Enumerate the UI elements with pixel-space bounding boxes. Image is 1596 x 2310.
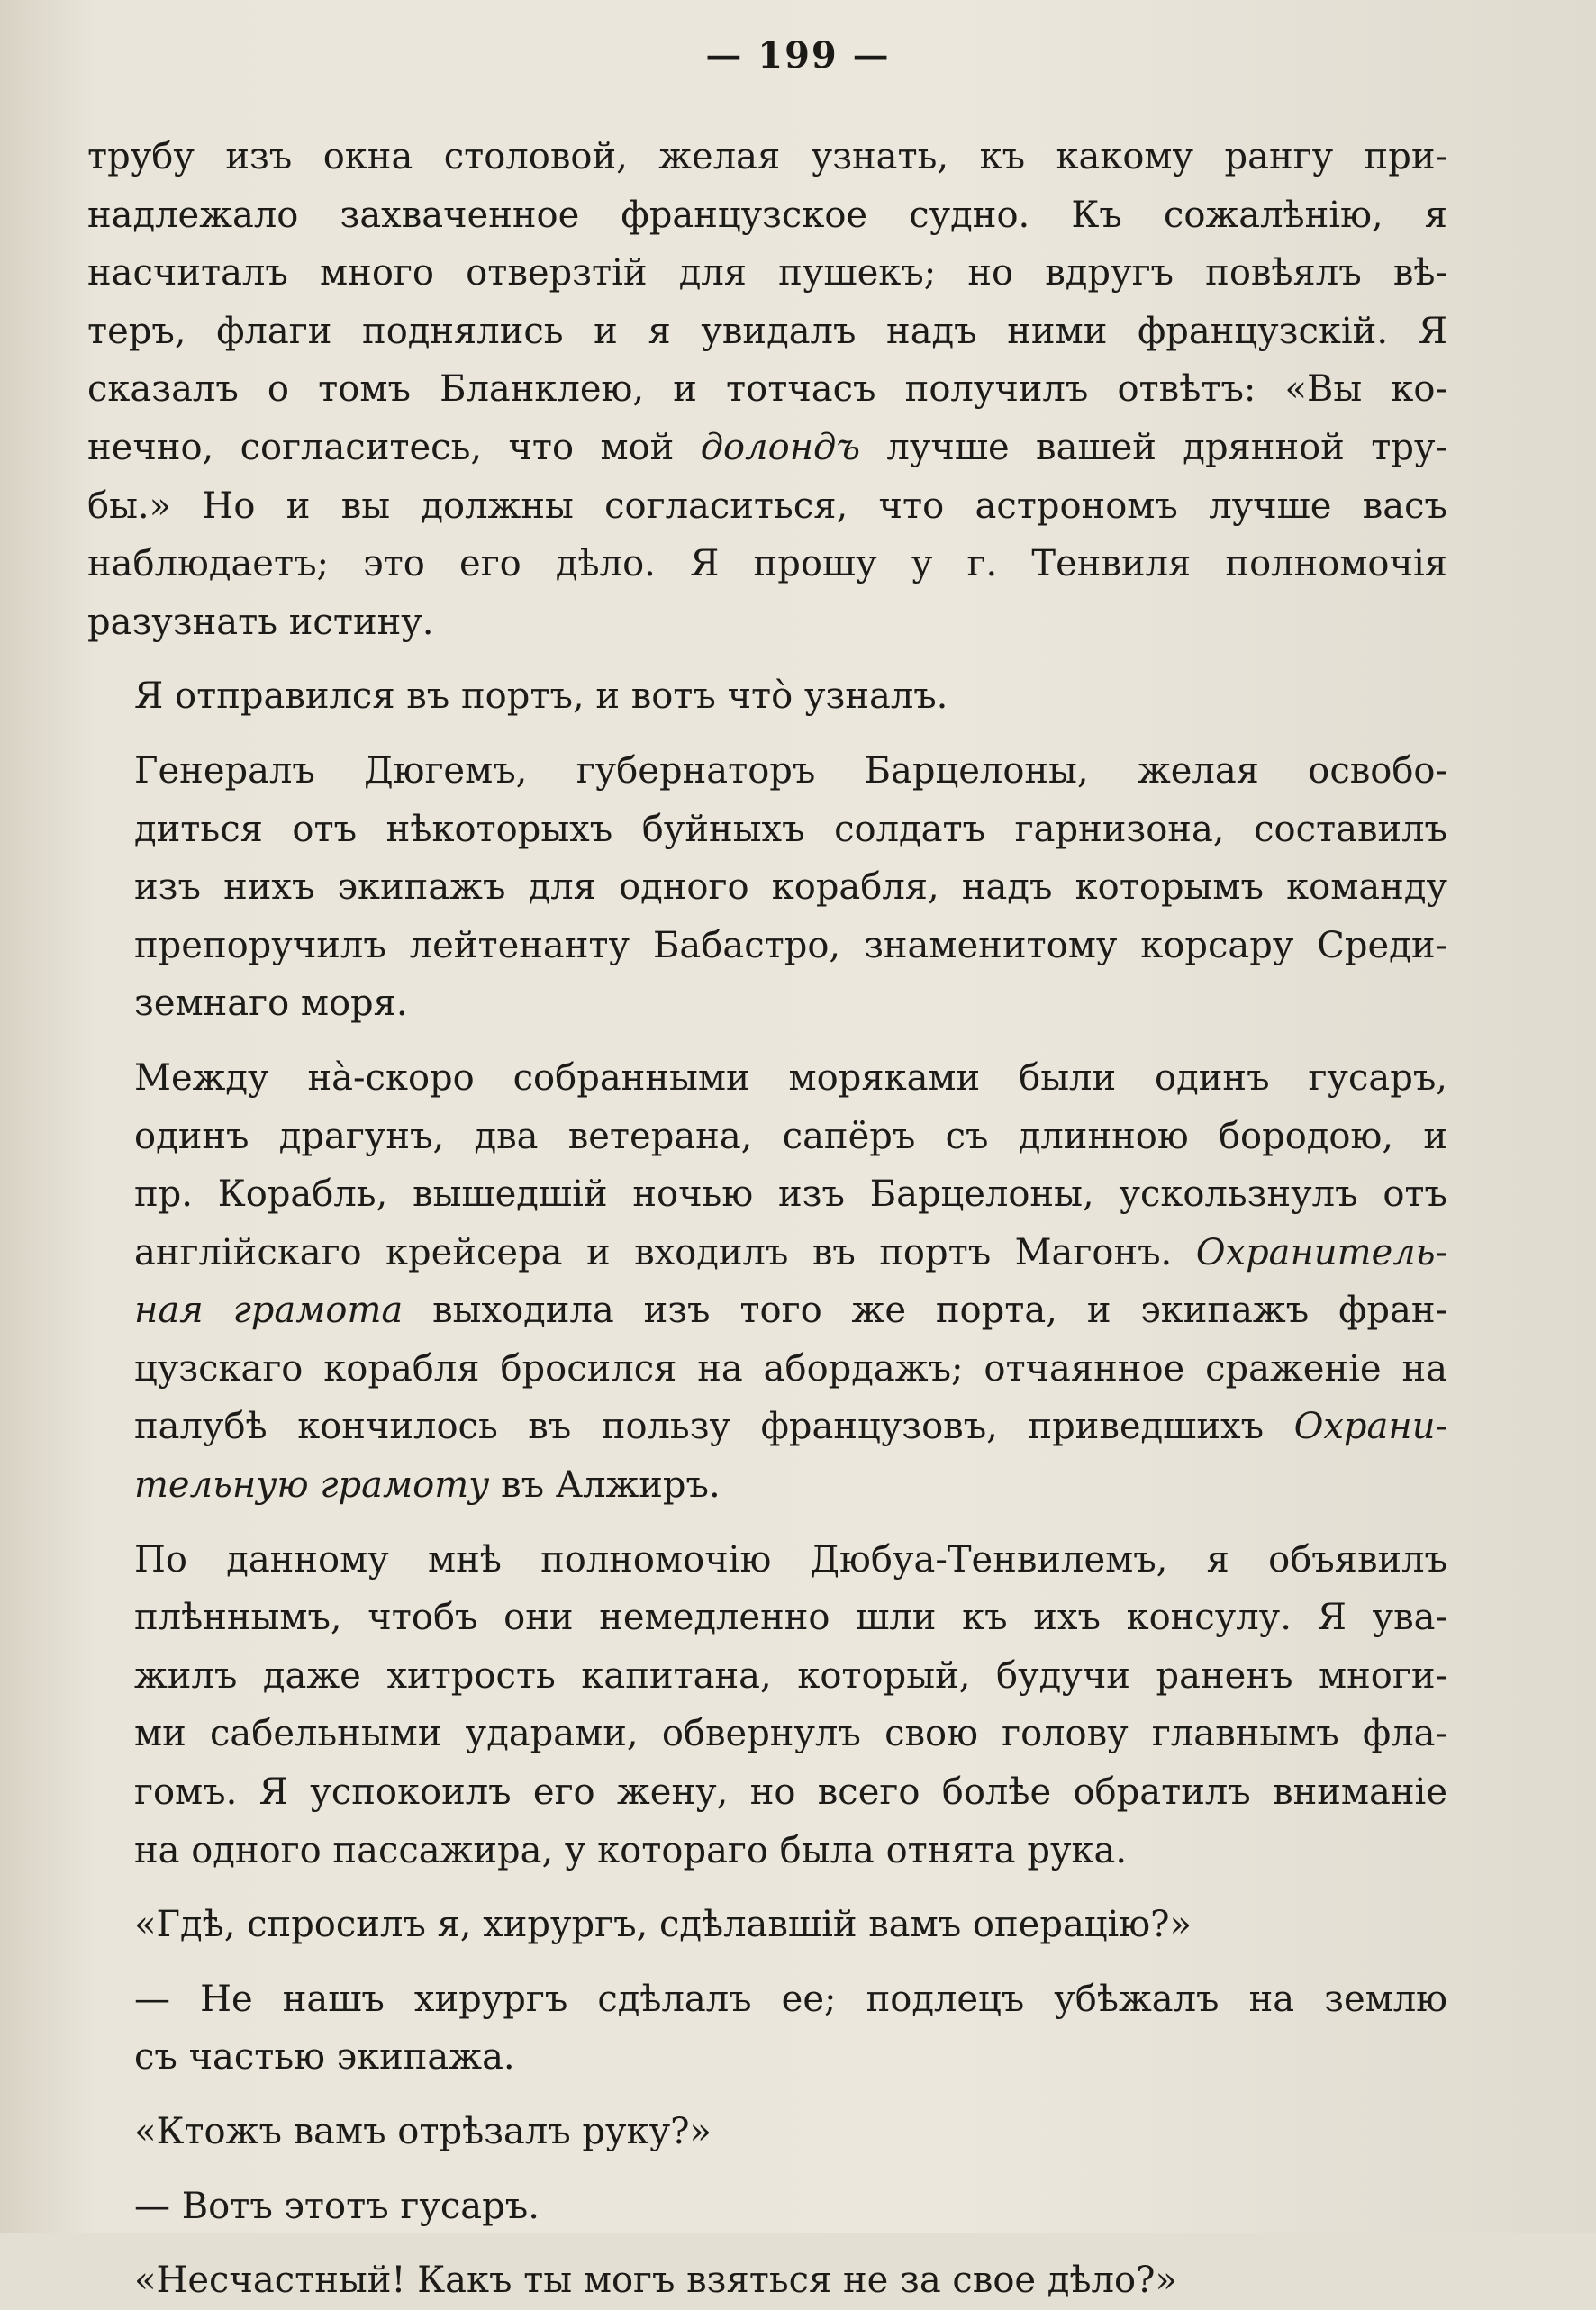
text-line: наблюдаетъ; это его дѣло. Я прошу у г. Тенвиля полномочія — [87, 543, 1447, 585]
text-segment: выходила изъ того же порта, и экипажъ фран- — [403, 1290, 1447, 1332]
italic-phrase: ная грамота — [134, 1290, 404, 1332]
text-segment: лучше вашей дрянной тру- — [860, 426, 1447, 468]
text-line — [87, 1224, 1447, 1282]
text-line: гомъ. Я успокоилъ его жену, но всего болѣе обратилъ вниманіе — [134, 1771, 1447, 1814]
text-line: — Вотъ этотъ гусаръ. — [134, 2185, 540, 2227]
text-line: — Не нашъ хирургъ сдѣлалъ ее; подлецъ убѣжалъ на землю — [134, 1978, 1447, 2020]
text-line: По данному мнѣ полномочію Дюбуа-Тенвилемъ, я объявилъ — [134, 1538, 1447, 1581]
paragraph-7 — [87, 1970, 1447, 2087]
text-line: трубу изъ окна столовой, желая узнать, къ какому рангу при- — [87, 136, 1447, 177]
text-line: препоручилъ лейтенанту Бабастро, знаменитому корсару Среди- — [134, 924, 1447, 966]
text-line: на одного пассажира, у котораго была отнята рука. — [134, 1829, 1128, 1871]
text-line: надлежало захваченное французское судно. Къ сожалѣнію, я — [87, 194, 1447, 236]
text-line: одинъ драгунъ, два ветерана, сапёръ съ длинною бородою, и — [134, 1115, 1447, 1157]
text-line: бы.» Но и вы должны согласиться, что астрономъ лучше васъ — [87, 485, 1447, 527]
paragraph-4 — [87, 1049, 1447, 1515]
paragraph-5 — [87, 1531, 1447, 1880]
paragraph-2 — [87, 667, 1447, 726]
text-line: пр. Корабль, вышедшій ночью изъ Барцелоны, ускользнулъ отъ — [134, 1173, 1447, 1216]
text-line — [87, 419, 1447, 477]
paragraph-9 — [87, 2178, 1447, 2236]
text-line — [87, 1282, 1447, 1340]
paragraph-1 — [87, 128, 1447, 651]
text-segment: въ Алжиръ. — [489, 1464, 721, 1507]
paragraph-8 — [87, 2103, 1447, 2161]
text-line: съ частью экипажа. — [134, 2036, 515, 2079]
italic-word: долондъ — [700, 426, 861, 468]
text-line: плѣннымъ, чтобъ они немедленно шли къ ихъ консулу. Я ува- — [134, 1597, 1447, 1639]
text-segment: палубѣ кончилось въ пользу французовъ, приведшихъ — [134, 1406, 1294, 1448]
text-line: цузскаго корабля бросился на абордажъ; отчаянное сраженіе на — [134, 1347, 1447, 1390]
page-number: — 199 — — [705, 34, 891, 77]
italic-phrase: тельную грамоту — [134, 1464, 490, 1507]
italic-phrase: Охрани- — [1293, 1406, 1447, 1448]
text-line: теръ, флаги поднялись и я увидалъ надъ ними французскій. Я — [87, 310, 1447, 352]
paragraph-3 — [87, 742, 1447, 1033]
text-line: изъ нихъ экипажъ для одного корабля, надъ которымъ команду — [134, 866, 1447, 909]
text-line: Между на̀-скоро собранными моряками были одинъ гусаръ, — [134, 1056, 1447, 1099]
text-line: сказалъ о томъ Бланклею, и тотчасъ получилъ отвѣтъ: «Вы ко- — [87, 368, 1447, 411]
italic-phrase: Охранитель- — [1195, 1231, 1447, 1273]
paragraph-10 — [87, 2251, 1447, 2310]
text-line: ми сабельными ударами, обвернулъ свою голову главнымъ фла- — [134, 1713, 1447, 1755]
text-line: «Ктожъ вамъ отрѣзалъ руку?» — [134, 2111, 712, 2152]
text-line: Я отправился въ портъ, и вотъ что̀ узналъ. — [134, 675, 948, 718]
text-segment: англійскаго крейсера и входилъ въ портъ Магонъ. — [134, 1231, 1196, 1273]
text-line: разузнать истину. — [87, 601, 434, 643]
text-line — [87, 1398, 1447, 1456]
text-line: жилъ даже хитрость капитана, который, будучи раненъ многи- — [134, 1654, 1447, 1697]
text-line: «Несчастный! Какъ ты могъ взяться не за свое дѣло?» — [134, 2260, 1177, 2302]
text-line: Генералъ Дюгемъ, губернаторъ Барцелоны, желая освобо- — [134, 749, 1447, 792]
text-line: насчиталъ много отверзтій для пушекъ; но вдругъ повѣялъ вѣ- — [87, 252, 1447, 294]
text-line: земнаго моря. — [134, 983, 408, 1025]
text-segment: нечно, согласитесь, что мой — [87, 426, 701, 468]
body-text — [87, 128, 1447, 2310]
paragraph-6 — [87, 1896, 1447, 1954]
text-line — [87, 1456, 1447, 1515]
text-line: «Гдѣ, спросилъ я, хирургъ, сдѣлавшій вамъ операцію?» — [134, 1904, 1192, 1946]
text-line: диться отъ нѣкоторыхъ буйныхъ солдатъ гарнизона, составилъ — [134, 808, 1447, 850]
